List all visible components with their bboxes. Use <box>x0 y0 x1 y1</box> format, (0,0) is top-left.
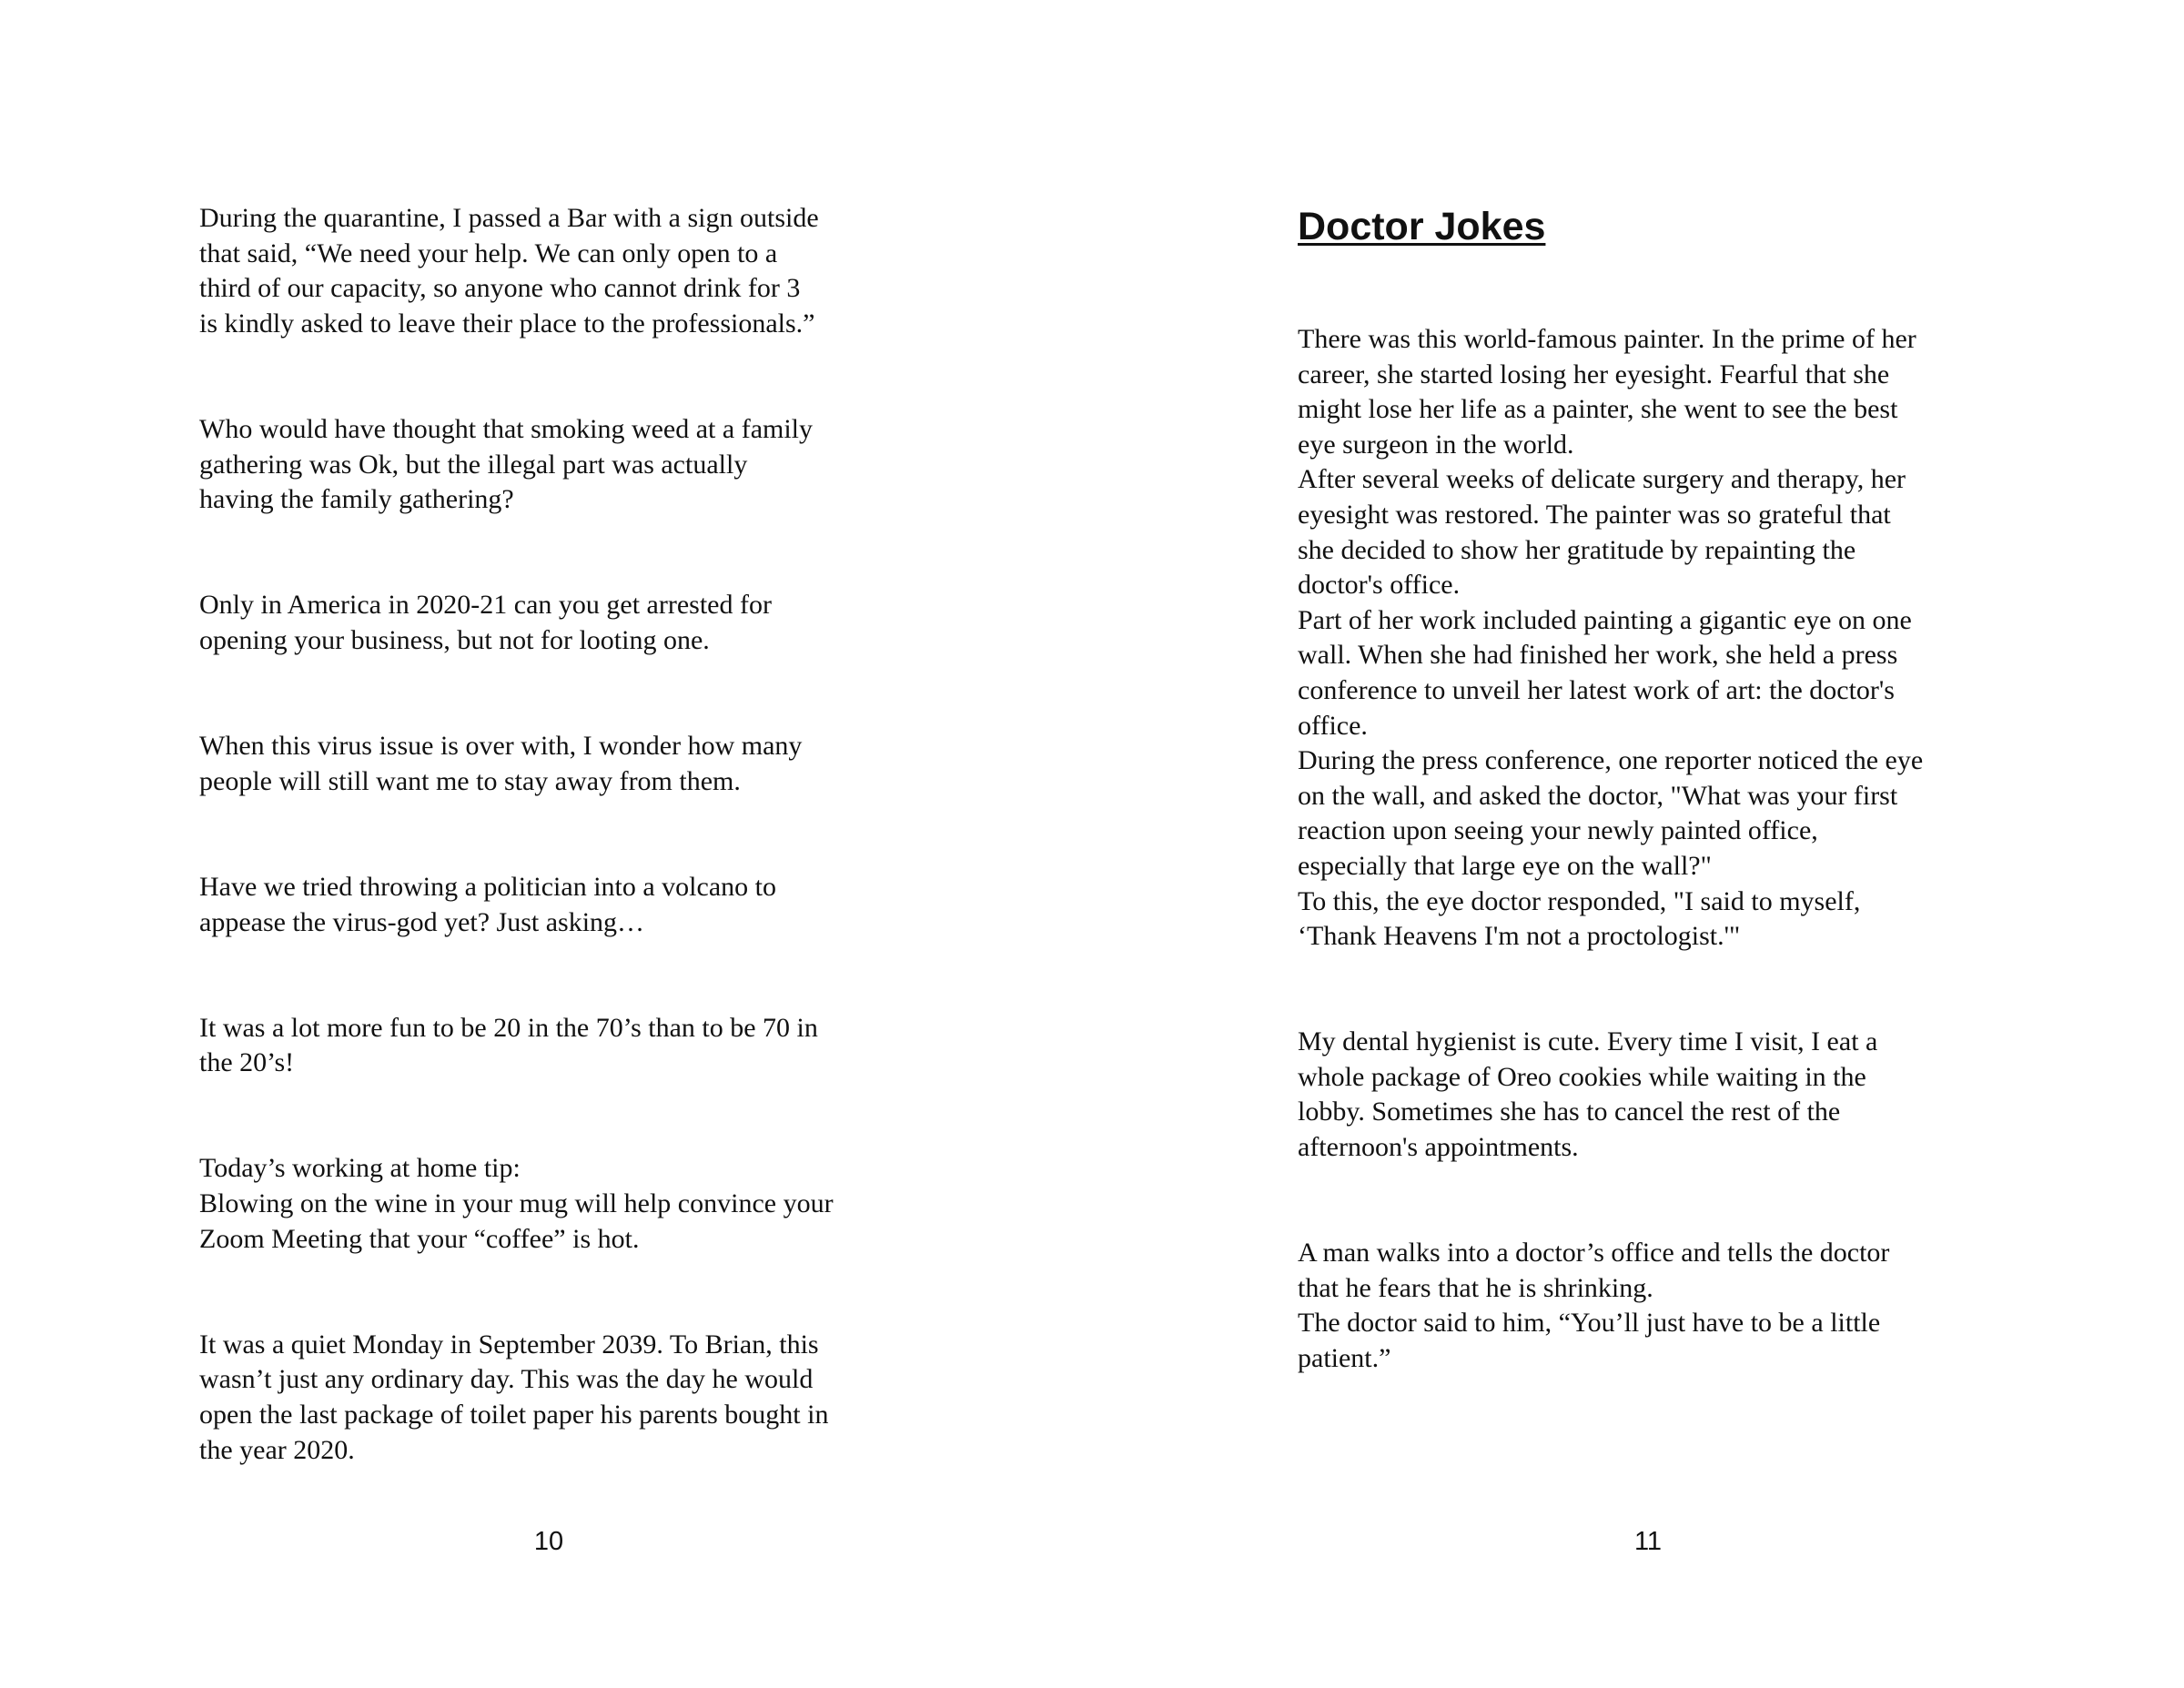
joke-family-gathering <box>199 412 927 518</box>
text-line: My dental hygienist is cute. Every time I visit, I eat a <box>1298 1026 1878 1057</box>
text-line: office. <box>1298 710 1368 741</box>
text-line: Today’s working at home tip: <box>199 1153 521 1184</box>
joke-stay-away <box>199 729 927 799</box>
joke-toilet-paper <box>199 1328 927 1468</box>
text-line: Who would have thought that smoking weed at a family <box>199 413 814 444</box>
text-line: might lose her life as a painter, she went to see the best <box>1298 394 1898 425</box>
joke-painter-eye <box>1298 322 2026 955</box>
text-line: It was a quiet Monday in September 2039. To Brian, this <box>199 1329 819 1359</box>
text-line: Only in America in 2020-21 can you get arrested for <box>199 590 772 621</box>
joke-volcano <box>199 870 927 940</box>
text-line: It was a lot more fun to be 20 in the 70’s than to be 70 in <box>199 1012 818 1043</box>
text-line: the year 2020. <box>199 1434 355 1465</box>
text-line: conference to unveil her latest work of art: the doctor's <box>1298 674 1895 705</box>
joke-seventies <box>199 1011 927 1081</box>
text-line: on the wall, and asked the doctor, "What was your first <box>1298 780 1898 811</box>
text-line: During the press conference, one reporter noticed the eye <box>1298 745 1924 776</box>
text-line: especially that large eye on the wall?" <box>1298 850 1712 881</box>
text-line: eyesight was restored. The painter was so grateful that <box>1298 499 1891 530</box>
page-number: 11 <box>1633 1527 1663 1556</box>
text-line: wall. When she had finished her work, she held a press <box>1298 640 1898 671</box>
text-line: whole package of Oreo cookies while waiting in the <box>1298 1061 1866 1092</box>
left-jokes-column <box>199 201 927 1468</box>
text-line: lobby. Sometimes she has to cancel the rest of the <box>1298 1097 1841 1127</box>
right-page <box>1092 0 2184 1688</box>
text-line: that he fears that he is shrinking. <box>1298 1272 1653 1303</box>
text-line: During the quarantine, I passed a Bar with a sign outside <box>199 203 819 233</box>
joke-zoom-coffee <box>199 1151 927 1257</box>
text-line: After several weeks of delicate surgery and therapy, her <box>1298 464 1906 495</box>
text-line: wasn’t just any ordinary day. This was the day he would <box>199 1364 814 1395</box>
page-number: 10 <box>533 1527 564 1556</box>
text-line: reaction upon seeing your newly painted office, <box>1298 815 1818 846</box>
text-line: career, she started losing her eyesight. Fearful that she <box>1298 359 1890 389</box>
text-line: There was this world-famous painter. In the prime of her <box>1298 324 1916 354</box>
text-line: appease the virus-god yet? Just asking… <box>199 906 645 937</box>
text-line: To this, the eye doctor responded, "I said to myself, <box>1298 885 1861 916</box>
right-jokes-column <box>1298 322 2026 1377</box>
text-line: When this virus issue is over with, I wonder how many <box>199 731 803 762</box>
text-line: people will still want me to stay away from them. <box>199 765 741 796</box>
joke-america-arrested <box>199 588 927 658</box>
text-line: third of our capacity, so anyone who cannot drink for 3 <box>199 273 801 304</box>
text-line: opening your business, but not for looting one. <box>199 624 710 655</box>
text-line: Have we tried throwing a politician into a volcano to <box>199 871 776 902</box>
text-line: Part of her work included painting a gigantic eye on one <box>1298 604 1912 635</box>
text-line: doctor's office. <box>1298 570 1461 601</box>
text-line: Blowing on the wine in your mug will help convince your <box>199 1188 834 1219</box>
section-heading: Doctor Jokes <box>1298 205 1546 248</box>
text-line: afternoon's appointments. <box>1298 1132 1579 1163</box>
text-line: Zoom Meeting that your “coffee” is hot. <box>199 1223 640 1254</box>
text-line: the 20’s! <box>199 1047 295 1078</box>
joke-quarantine-bar <box>199 201 927 341</box>
text-line: The doctor said to him, “You’ll just have to be a little <box>1298 1308 1881 1339</box>
joke-dental-hygienist <box>1298 1025 2026 1165</box>
joke-shrinking-patient <box>1298 1236 2026 1376</box>
text-line: gathering was Ok, but the illegal part was actually <box>199 449 748 480</box>
text-line: having the family gathering? <box>199 484 514 515</box>
text-line: she decided to show her gratitude by repainting the <box>1298 534 1856 565</box>
text-line: A man walks into a doctor’s office and tells the doctor <box>1298 1238 1890 1269</box>
text-line: open the last package of toilet paper his parents bought in <box>199 1400 829 1430</box>
text-line: is kindly asked to leave their place to the professionals.” <box>199 308 815 339</box>
text-line: ‘Thank Heavens I'm not a proctologist.'" <box>1298 921 1741 952</box>
text-line: that said, “We need your help. We can only open to a <box>199 238 778 268</box>
text-line: eye surgeon in the world. <box>1298 429 1574 460</box>
text-line: patient.” <box>1298 1343 1391 1374</box>
